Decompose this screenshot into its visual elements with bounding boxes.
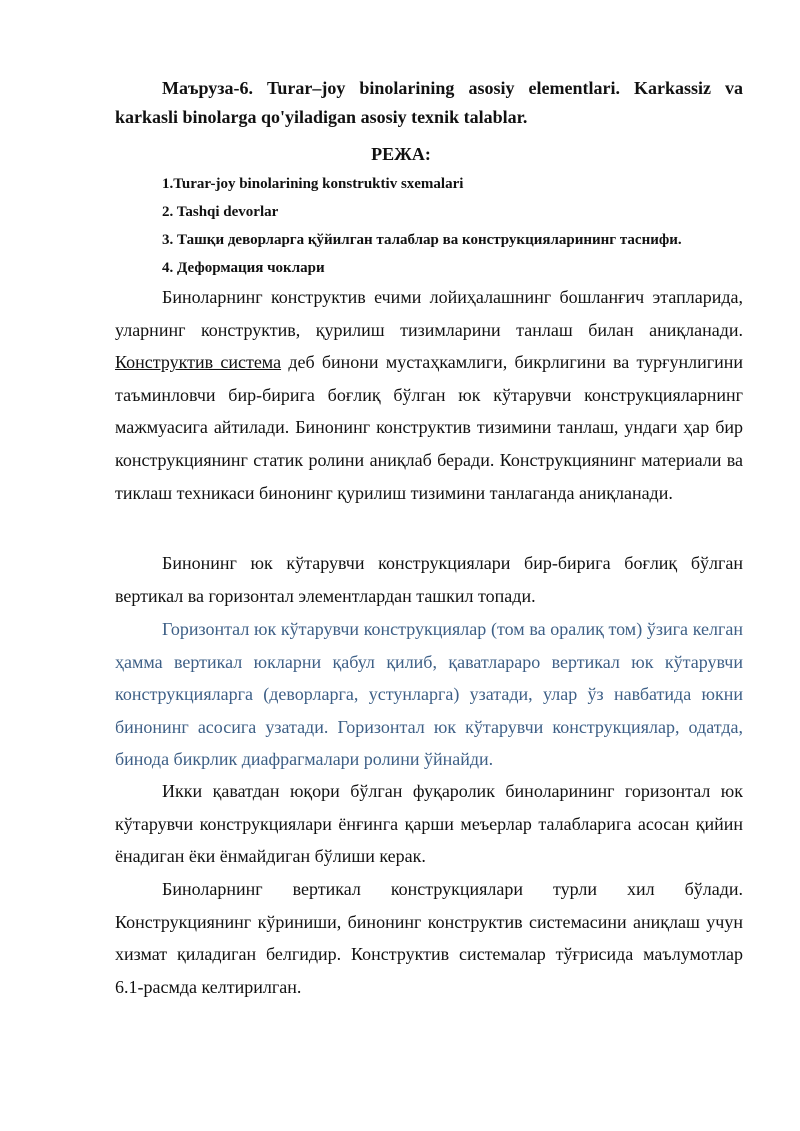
paragraph-fire-requirements: Икки қаватдан юқори бўлган фуқаролик биноларининг горизонтал юк кўтарувчи конструкциялари ёнғинга қарши меъерлар талабларига асосан қийин ёнадиган ёки ёнмайдиган бўлиши керак.: [115, 781, 743, 867]
paragraph-load-bearing: Бинонинг юк кўтарувчи конструкциялари бир-бирига боғлиқ бўлган вертикал ва горизонтал элементлардан ташкил топади.: [115, 553, 743, 606]
plan-item: 2. Tashqi devorlar: [162, 204, 279, 220]
plan-title: РЕЖА:: [371, 144, 431, 164]
plan-item: 3. Ташқи деворларга қўйилган талаблар ва конструкцияларининг таснифи.: [162, 232, 682, 248]
lecture-heading: Маъруза-6. Turar–joy binolarining asosiy elementlari. Karkassiz va karkasli binolarga qo'yiladigan asosiy texnik talablar.: [115, 78, 743, 127]
plan-item: 1.Turar-joy binolarining konstruktiv sxemalari: [162, 176, 464, 192]
underlined-term: Конструктив система: [115, 352, 282, 373]
paragraph-constructive-solution: [115, 281, 743, 509]
paragraph-text: Биноларнинг конструктив ечими лойиҳалашнинг бошланғич этапларида, уларнинг конструктив, қурилиш тизимларини танлаш билан аниқланади.: [115, 287, 743, 340]
plan-item: 4. Деформация чоклари: [162, 260, 325, 276]
paragraph-vertical-structures: Биноларнинг вертикал конструкциялари турли хил бўлади. Конструкциянинг кўриниши, бинонинг конструктив системасини аниқлаш учун хизмат қиладиган белгидир. Конструктив системалар тўғрисида маълумотлар 6.1-расмда келтирилган.: [115, 879, 743, 997]
paragraph-horizontal-structures: Горизонтал юк кўтарувчи конструкциялар (том ва оралиқ том) ўзига келган ҳамма вертикал юкларни қабул қилиб, қаватлараро вертикал юк кўтарувчи конструкцияларга (деворларга, устунларга) узатади, улар ўз навбатида юкни бинонинг асосига узатади. Горизонтал юк кўтарувчи конструкциялар, одатда, бинода бикрлик диафрагмалари ролини ўйнайди.: [115, 619, 743, 770]
paragraph-text: деб бинони мустаҳкамлиги, бикрлигини ва турғунлигини таъминловчи бир-бирига боғлиқ бўлган юк кўтарувчи конструкцияларнинг мажмуасига айтилади. Бинонинг конструктив тизимини танлаш, ундаги ҳар бир конструкциянинг статик ролини аниқлаб беради. Конструкциянинг материали ва тиклаш техникаси бинонинг қурилиш тизимини танлаганда аниқланади.: [115, 352, 743, 503]
